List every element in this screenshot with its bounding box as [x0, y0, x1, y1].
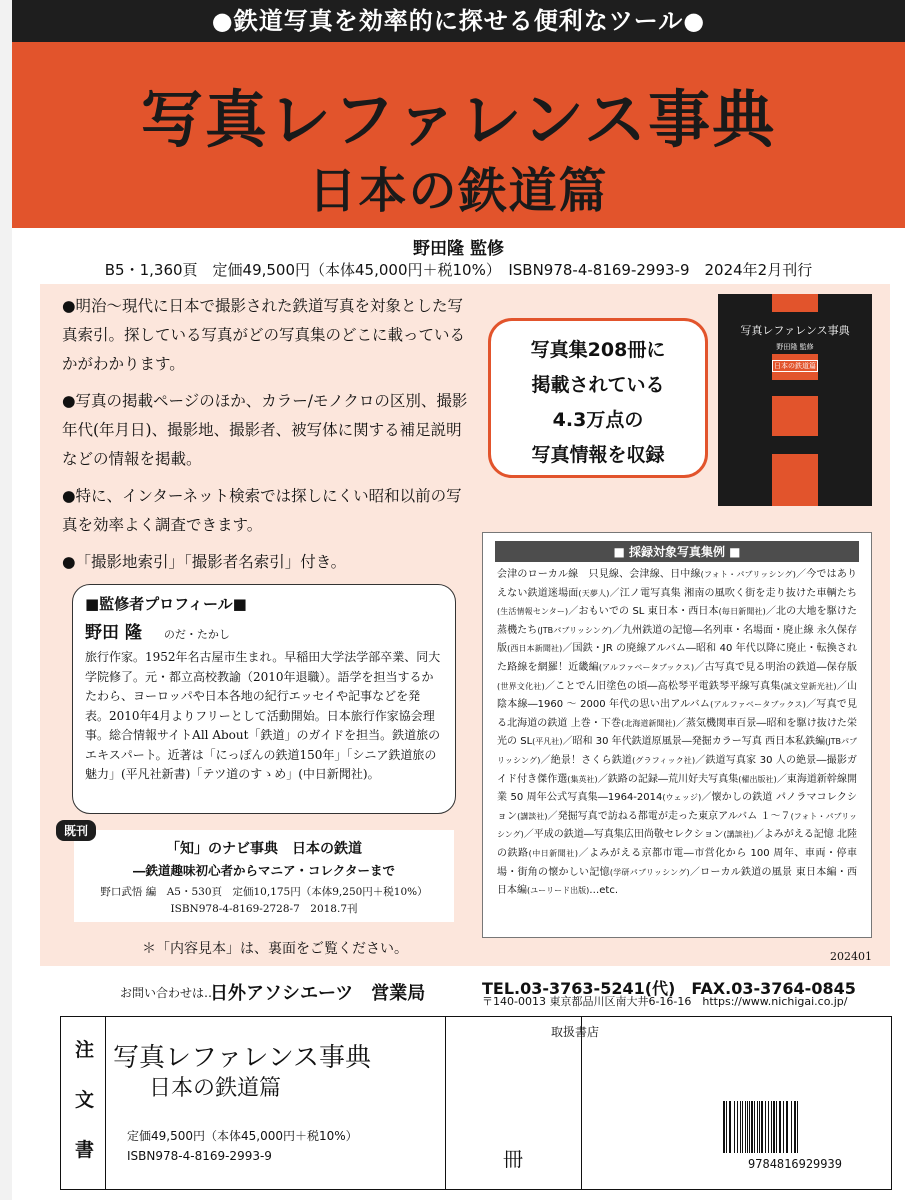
order-details — [105, 1017, 582, 1189]
feature-item: ●「撮影地索引」「撮影者名索引」付き。 — [62, 553, 347, 571]
barcode-bar — [794, 1101, 796, 1153]
cover-editor: 野田隆 監修 — [776, 343, 814, 351]
barcode — [721, 1101, 869, 1153]
barcode-bar — [726, 1101, 727, 1153]
previous-title: 「知」のナビ事典 日本の鉄道 — [166, 841, 362, 857]
order-label-char: 文 — [75, 1089, 95, 1111]
book-subtitle: 日本の鉄道篇 — [308, 163, 609, 219]
profile-name: 野田 隆 のだ・たかし — [85, 623, 230, 643]
barcode-bar — [747, 1101, 748, 1153]
barcode-bar — [759, 1101, 760, 1153]
list-item: 山陰本線―1960 ～ 2000 年代の思い出アルバム(アルファベータブックス) — [497, 680, 858, 711]
barcode-bar — [729, 1101, 731, 1153]
list-item: 会津のローカル線 只見線、会津線、日中線(フォト・パブリッシング) — [497, 569, 796, 580]
previous-title-box — [74, 830, 454, 922]
barcode-bar — [779, 1101, 781, 1153]
feature-list — [62, 292, 472, 585]
order-subtitle: 日本の鉄道篇 — [149, 1076, 282, 1101]
list-item: 古写真で見る明治の鉄道―保存版(世界文化社) — [497, 661, 858, 691]
cover-title: 写真レファレンス事典 — [718, 320, 872, 340]
order-label — [61, 1017, 106, 1189]
list-item: 東海道新幹線開業 50 周年公式写真集―1964-2014(ウェッジ) — [497, 773, 858, 804]
barcode-bar — [734, 1101, 735, 1153]
list-item: 昭和 30 年代鉄道原風景―発掘カラー写真 西日本私鉄編(JTBパブリッシング) — [497, 736, 857, 765]
list-item: 鉄道写真家 30 人の絶景―撮影ガイド付き傑作選(集英社) — [497, 754, 858, 785]
list-item: 北の大地を駆けた蒸機たち(JTBパブリッシング) — [497, 606, 858, 636]
order-isbn: ISBN978-4-8169-2993-9 — [127, 1149, 272, 1163]
list-item: 鉄路の記録―荒川好夫写真集(櫂出版社) — [607, 773, 777, 785]
profile-text: 旅行作家。1952年名古屋市生まれ。早稲田大学法学部卒業、同大学院修了。元・都立高校教諭（2010年退職）。語学を担当するかたわら、ヨーロッパや日本各地の紀行エッセイや記事などを発表。2010年4月よりフリーとして活動開始。日本旅行作家協会理事。総合情報サイトAll About「鉄道」のガイドを担当。鉄道旅のエキスパート。近著は「にっぽんの鉄道150年」「シニア鉄道旅の魅力」(平凡社新書)「テツ道のすゝめ」(中日新聞社)。 — [85, 650, 441, 781]
list-item: 写真で見る北海道の鉄道 上巻・下巻(北海道新聞社) — [497, 699, 858, 729]
barcode-bar — [740, 1101, 741, 1153]
title-band — [12, 42, 905, 228]
barcode-bar — [761, 1101, 763, 1153]
tagline-banner: ●鉄道写真を効率的に探せる便利なツール● — [12, 0, 905, 42]
list-suffix: …etc. — [589, 885, 618, 897]
callout-line: 写真集208冊に — [530, 339, 666, 361]
barcode-bar — [754, 1101, 755, 1153]
quantity-unit: 冊 — [503, 1147, 523, 1171]
feature-item: ●特に、インターネット検索では探しにくい昭和以前の写真を効率よく調査できます。 — [62, 487, 462, 534]
list-item: よみがえる京都市電―市営化から 100 周年、車両・停車場・街角の懐かしい記憶(学研パブリッシング) — [497, 847, 858, 878]
book-cover-image — [718, 294, 872, 506]
cover-stripe — [772, 294, 818, 312]
store-label: 取扱書店 — [551, 1025, 600, 1039]
barcode-bar — [773, 1101, 775, 1153]
editor-profile — [72, 584, 456, 814]
order-label-char: 注 — [75, 1039, 95, 1061]
profile-kana: のだ・たかし — [163, 628, 230, 641]
barcode-bar — [745, 1101, 746, 1153]
list-item: 絶景！さくら鉄道(グラフィック社) — [550, 754, 696, 766]
callout-line: 写真情報を収録 — [531, 444, 665, 466]
list-item: 懐かしの鉄道 パノラマコレクション(講談社) — [497, 792, 858, 822]
list-heading: ■ 採録対象写真集例 ■ — [495, 541, 859, 562]
list-item: よみがえる記憶 北陸の鉄路(中日新聞社) — [497, 829, 858, 859]
phone-fax: TEL.03-3763-5241(代) FAX.03-3764-0845 — [482, 979, 856, 998]
barcode-bar — [786, 1101, 788, 1153]
contact-label: お問い合わせは… — [120, 986, 217, 1000]
previous-biblio: 野口武悟 編 A5・530頁 定価10,175円（本体9,250円＋税10%） — [100, 886, 428, 898]
list-item: 九州鉄道の記憶―名列車・名場面・廃止線 永久保存版(西日本新聞社) — [497, 624, 857, 655]
previous-subtitle: ―鉄道趣味初心者からマニア・コレクターまで — [132, 863, 395, 878]
cover-subtitle: 日本の鉄道篇 — [774, 362, 816, 370]
list-item: ことでん旧塗色の頃―高松琴平電鉄琴平線写真集(誠文堂新光社) — [555, 680, 837, 692]
barcode-bar — [783, 1101, 784, 1153]
barcode-bar — [749, 1101, 750, 1153]
list-item: 発掘写真で訪ねる都電が走った東京アルバム １～７(フォト・パブリッシング) — [497, 810, 857, 840]
list-body: 会津のローカル線 只見線、会津線、日中線(フォト・パブリッシング)／今ではありえない鉄道迷場面(天夢人)／江ノ電写真集 湘南の風吹く街を走り抜けた車輌たち(生活情報センター)／おもいでの SL 東日本・西日本(毎日新聞社)／北の大地を駆けた蒸機たち(JTBパブリッシング)／九州鉄道の記憶―名列車・名場面・廃止線 永久保存版(西日本新聞社)／国鉄・JR の廃線アルバム―昭和 40 年代以降に廃止・転換された路線を網羅！近畿編(アルファベータブックス)／古写真で見る明治の鉄道―保存版(世界文化社)／ことでん旧塗色の頃―高松琴平電鉄琴平線写真集(誠文堂新光社)／山陰本線―1960 ～ 2000 年代の思い出アルバム(アルファベータブックス)／写真で見る北海道の鉄道 上巻・下巻(北海道新聞社)／蒸気機関車百景―昭和を駆け抜けた栄光の SL(平凡社)／昭和 30 年代鉄道原風景―発掘カラー写真 西日本私鉄編(JTBパブリッシング)／絶景！さくら鉄道(グラフィック社)／鉄道写真家 30 人の絶景―撮影ガイド付き傑作選(集英社)／鉄路の記録―荒川好夫写真集(櫂出版社)／東海道新幹線開業 50 周年公式写真集―1964-2014(ウェッジ)／懐かしの鉄道 パノラマコレクション(講談社)／発掘写真で訪ねる都電が走った東京アルバム １～７(フォト・パブリッシング)／平成の鉄道―写真集広田尚敬セレクション(講談社)／よみがえる記憶 北陸の鉄路(中日新聞社)／よみがえる京都市電―市営化から 100 周年、車両・停車場・街角の懐かしい記憶(学研パブリッシング)／ローカル鉄道の風景 東日本編・西日本編(ユーリード出版)…etc. — [497, 569, 858, 897]
cover-stripe — [772, 396, 818, 436]
barcode-bar — [797, 1101, 798, 1153]
highlight-callout — [488, 318, 708, 478]
editor-line: 野田隆 監修 — [413, 239, 504, 259]
cover-stripe — [772, 454, 818, 506]
barcode-bar — [768, 1101, 769, 1153]
callout-line: 4.3万点の — [552, 409, 644, 431]
publisher-name: 日外アソシエーツ 営業局 — [210, 983, 426, 1004]
barcode-bar — [737, 1101, 738, 1153]
barcode-bar — [723, 1101, 725, 1153]
bibliographic-info: B5・1,360頁 定価49,500円（本体45,000円＋税10%） ISBN978-4-8169-2993-9 2024年2月刊行 — [104, 261, 813, 279]
previous-tag: 既刊 — [56, 820, 96, 841]
feature-item: ●写真の掲載ページのほか、カラー/モノクロの区別、撮影年代(年月日)、撮影地、撮影者、被写体に関する補足説明などの情報を掲載。 — [62, 392, 468, 468]
barcode-bar — [757, 1101, 758, 1153]
list-item: 国鉄・JR の廃線アルバム―昭和 40 年代以降に廃止・転換された路線を網羅！近畿編(アルファベータブックス) — [497, 643, 858, 673]
list-item: 平成の鉄道―写真集広田尚敬セレクション(講談社) — [533, 829, 754, 841]
book-title: 写真レファレンス事典 — [140, 83, 777, 156]
barcode-bar — [771, 1101, 772, 1153]
barcode-bar — [742, 1101, 743, 1153]
feature-item: ●明治〜現代に日本で撮影された鉄道写真を対象とした写真索引。探している写真がどの写真集のどこに載っているかがわかります。 — [62, 297, 466, 373]
list-item: おもいでの SL 東日本・西日本(毎日新聞社) — [578, 606, 766, 618]
address-url: 〒140-0013 東京都品川区南大井6-16-16 https://www.nichigai.co.jp/ — [482, 995, 848, 1008]
order-form — [60, 1016, 892, 1190]
barcode-bar — [791, 1101, 792, 1153]
list-item: 蒸気機関車百景―昭和を駆け抜けた栄光の SL(平凡社) — [497, 717, 858, 748]
photo-book-list — [482, 532, 872, 938]
list-item: 江ノ電写真集 湘南の風吹く街を走り抜けた車輌たち(生活情報センター) — [497, 587, 857, 617]
barcode-bar — [751, 1101, 753, 1153]
order-label-char: 書 — [75, 1139, 95, 1161]
barcode-number: 9784816929939 — [748, 1157, 842, 1171]
profile-heading: ■監修者プロフィール■ — [85, 595, 247, 613]
order-price: 定価49,500円（本体45,000円＋税10%） — [127, 1129, 358, 1143]
barcode-bar — [765, 1101, 766, 1153]
previous-isbn: ISBN978-4-8169-2728-7 2018.7刊 — [170, 903, 358, 915]
flyer-sheet — [12, 0, 905, 1200]
list-item: 今ではありえない鉄道迷場面(天夢人) — [497, 569, 858, 599]
sample-note: ＊「内容見本」は、裏面をご覧ください。 — [142, 941, 408, 957]
order-title: 写真レファレンス事典 — [113, 1043, 372, 1073]
barcode-bar — [776, 1101, 777, 1153]
catalog-code: 202401 — [830, 950, 872, 963]
divider — [445, 1017, 446, 1189]
callout-line: 掲載されている — [531, 374, 665, 396]
list-item: ローカル鉄道の風景 東日本編・西日本編(ユーリード出版) — [497, 866, 857, 897]
